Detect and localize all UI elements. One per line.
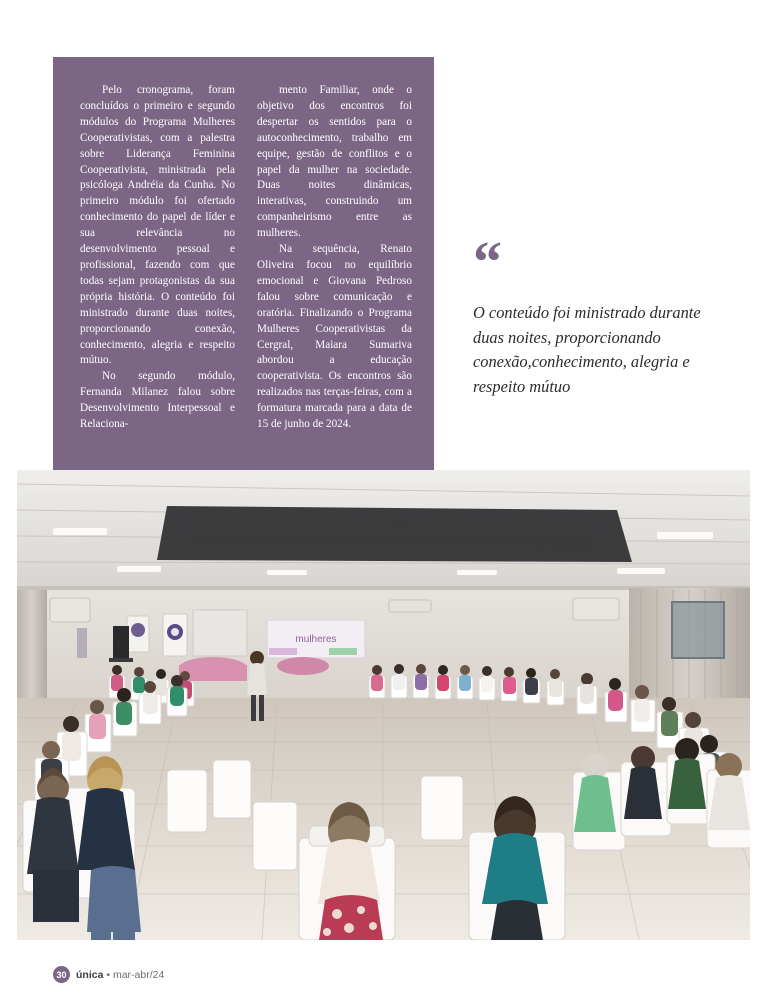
footer-brand bbox=[76, 969, 164, 981]
footer-issue: • mar-abr/24 bbox=[103, 968, 165, 981]
article-column-left bbox=[80, 83, 235, 452]
article-text-panel bbox=[53, 57, 434, 470]
paragraph: mento Familiar, onde o objetivo dos encontros foi despertar os sentidos para o autoconhecimento, trabalho em equipe, gestão de conflitos e o papel da mulher na sociedade. Duas noites dinâmicas, interativas, construindo um companheirismo entre as mulheres. bbox=[257, 84, 412, 240]
article-column-right bbox=[257, 83, 412, 452]
paragraph: No segundo módulo, Fernanda Milanez falou sobre Desenvolvimento Interpessoal e Relaciona- bbox=[80, 370, 235, 431]
footer-brand-name: única bbox=[76, 968, 104, 981]
quote-mark-icon: “ bbox=[473, 229, 500, 294]
event-photo bbox=[17, 470, 750, 940]
pullquote bbox=[473, 229, 718, 399]
svg-text:mulheres: mulheres bbox=[295, 634, 337, 645]
pullquote-text: O conteúdo foi ministrado durante duas noites, proporcionando conexão,conhecimento, alegria e respeito mútuo bbox=[473, 303, 701, 396]
page-footer bbox=[53, 966, 164, 983]
page-number-badge: 30 bbox=[53, 966, 70, 983]
paragraph: Pelo cronograma, foram concluídos o primeiro e segundo módulos do Programa Mulheres Cooperativistas, com a palestra sobre Liderança Feminina Cooperativista, ministrada pela psicóloga Andréia da Cunha. No primeiro módulo foi ofertado conhecimento do papel de líder e sua relevância no desenvolvimento pessoal e profissional, fazendo com que todas sejam protagonistas da sua própria história. O conteúdo foi ministrado durante duas noites, proporcionando conexão, conhecimento, alegria e respeito mútuo. bbox=[80, 84, 235, 367]
event-photo-illustration bbox=[17, 470, 750, 940]
paragraph: Na sequência, Renato Oliveira focou no equilíbrio emocional e Giovana Pedroso falou sobre comunicação e oratória. Finalizando o Programa Mulheres Cooperativistas da Cergral, Maiara Sumariva abordou a educação cooperativista. Os encontros são realizados nas terças-feiras, com a formatura marcada para a data de 15 de junho de 2024. bbox=[257, 243, 412, 431]
